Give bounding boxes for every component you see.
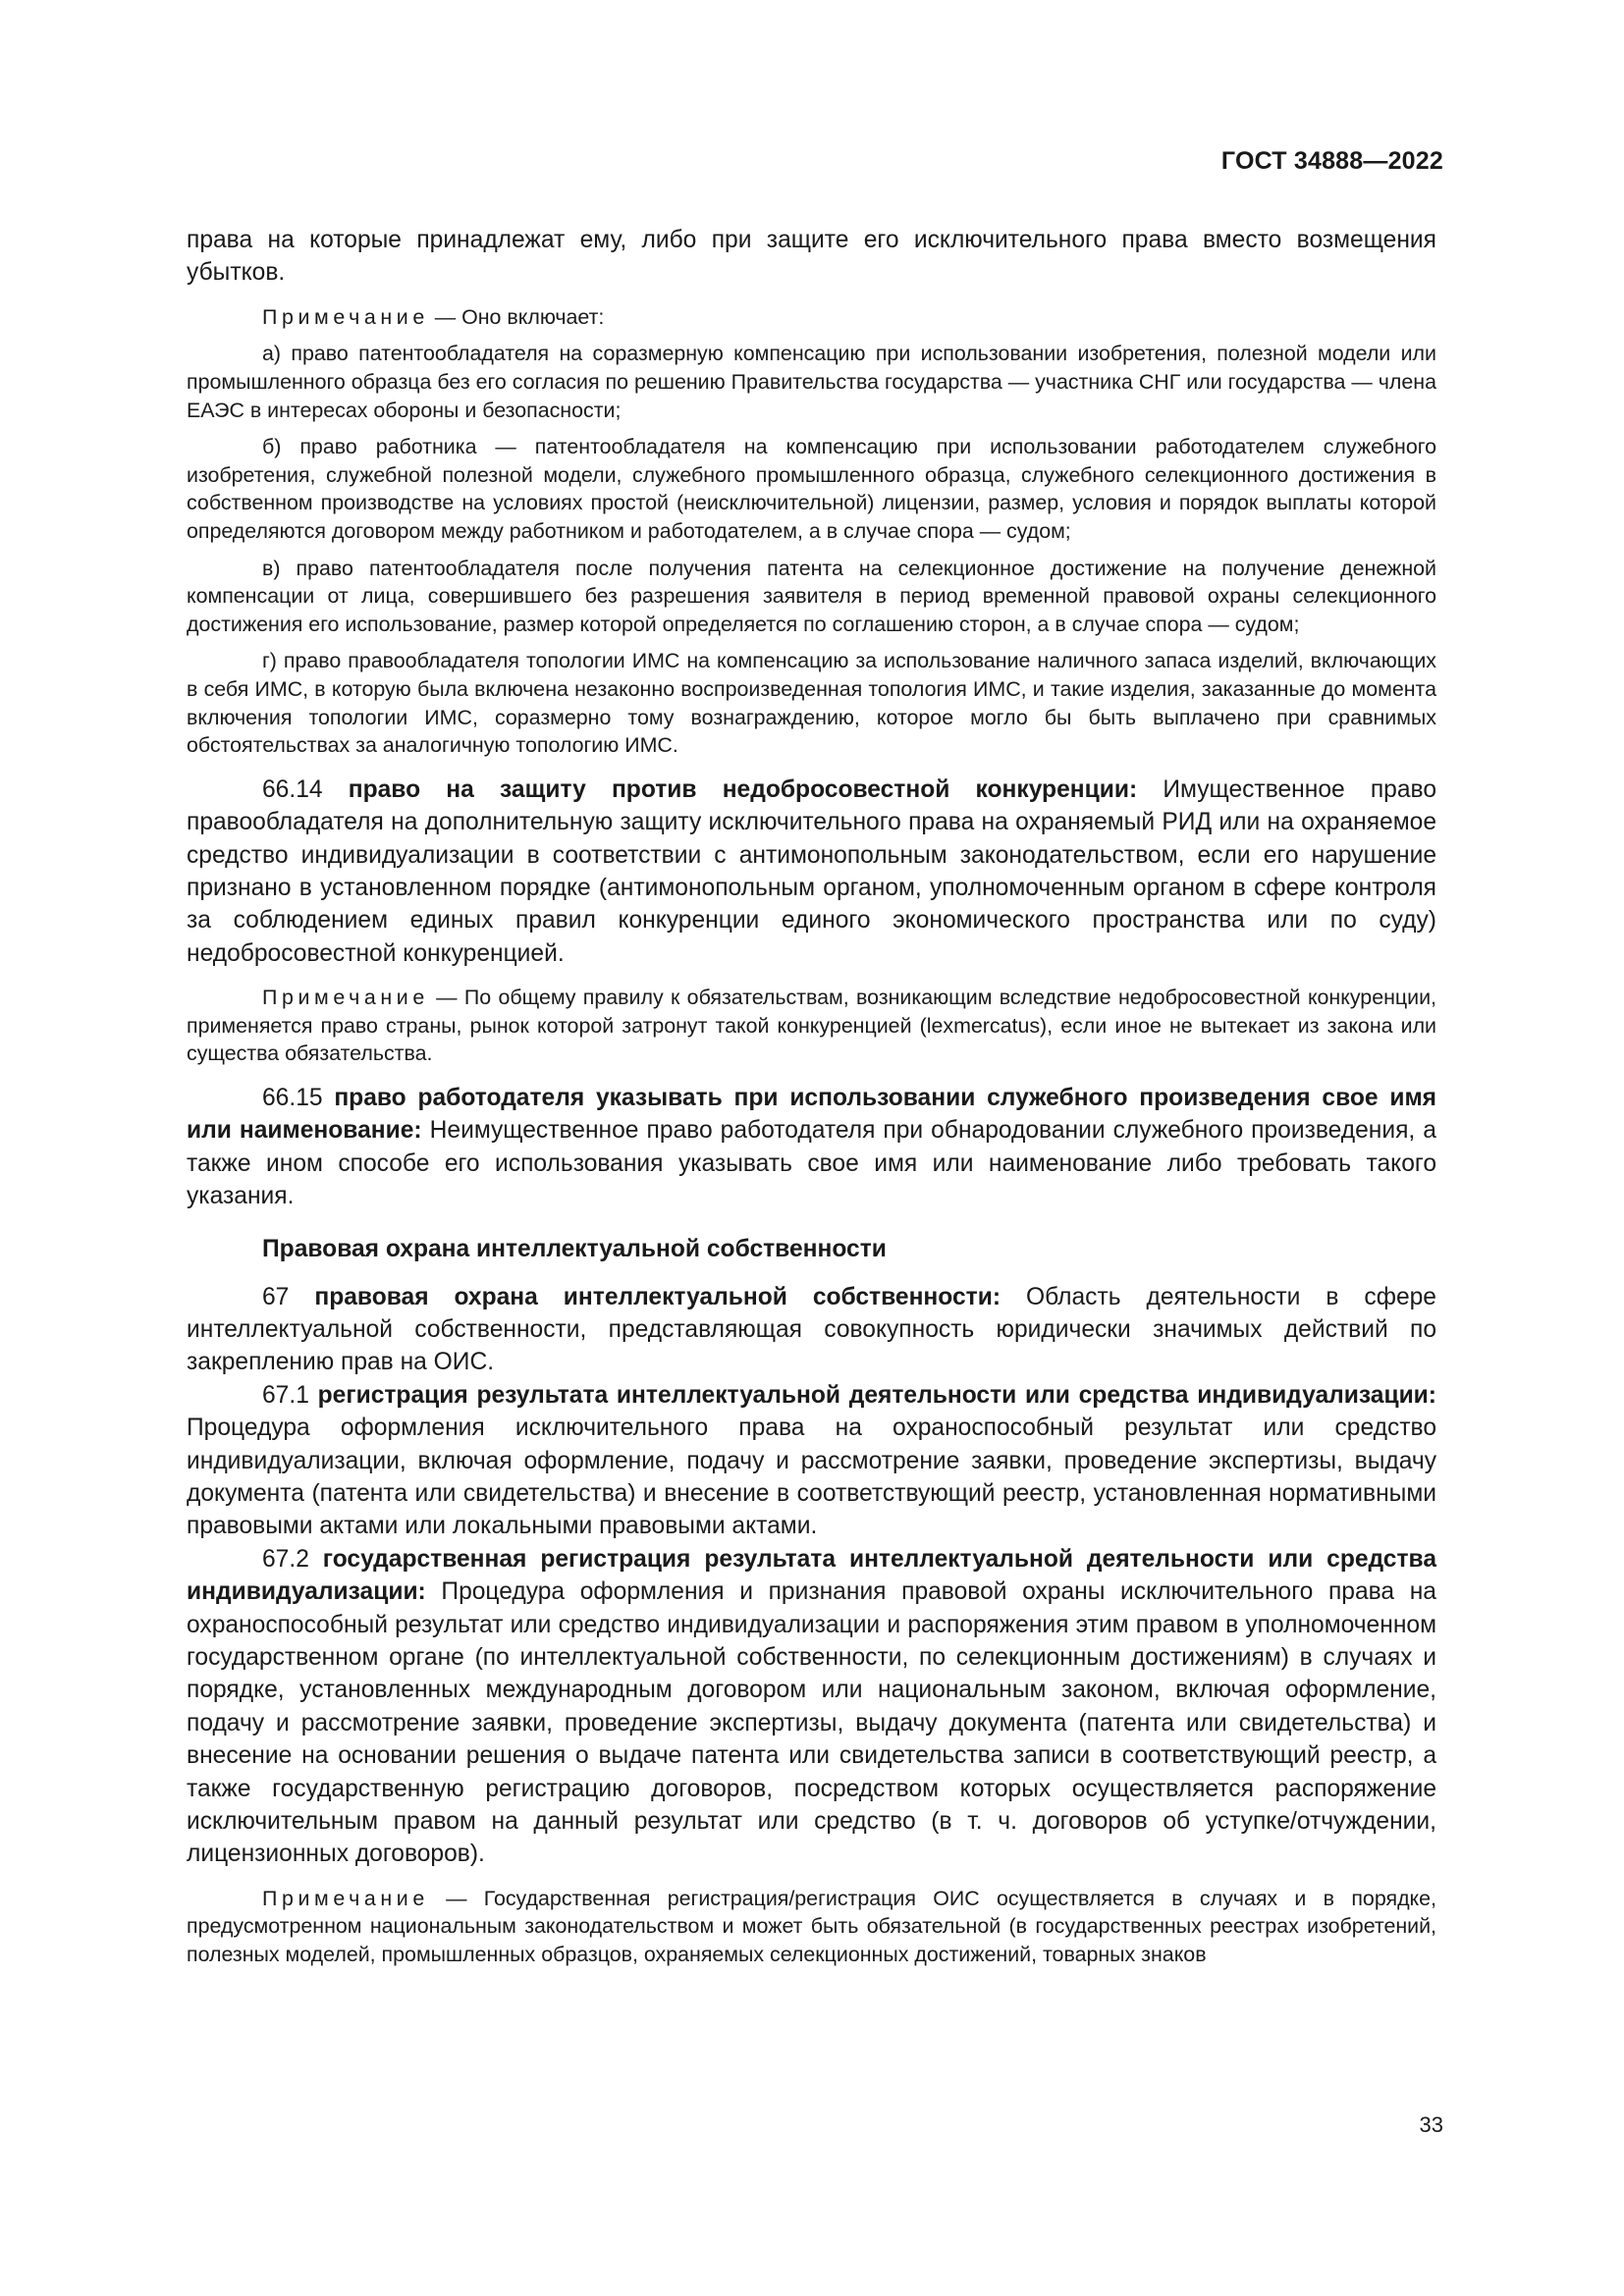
term-number: 66.15: [262, 1084, 335, 1111]
section-heading: Правовая охрана интеллектуальной собственности: [262, 1235, 887, 1262]
term-number: 67: [262, 1283, 315, 1310]
note-3-text: — Государственная регистрация/регистрация ОИС осуществляется в случаях и в порядке, предусмотренном национальным законодательством и может быть обязательной (в государственных реестрах изобретений, полезных моделей, промышленных образцов, охраняемых селекционных достижений, товарных знаков: [187, 1886, 1436, 1967]
note-1-intro: [187, 303, 1436, 332]
term-definition: Неимущественное право работодателя при обнародовании служебного произведения, а также ином способе его использования указывать свое имя или наименование либо требовать такого указания.: [187, 1117, 1436, 1210]
note-1-item-b: б) право работника — патентообладателя на компенсацию при использовании работодателем служебного изобретения, служебной полезной модели, служебного промышленного образца, служебного селекционного достижения в собственном производстве на условиях простой (неисключительной) лицензии, размер, условия и порядок выплаты которой определяются договором между работником и работодателем, а в случае спора — судом;: [187, 435, 1436, 543]
note-label: Примечание: [262, 986, 429, 1010]
note-3: [187, 1885, 1436, 1969]
page-content: [187, 224, 1436, 1969]
term-number: 67.2: [262, 1545, 323, 1573]
term-67-1: [187, 1379, 1436, 1543]
term-title: правовая охрана интеллектуальной собственности:: [314, 1283, 1001, 1310]
term-definition: Имущественное право правообладателя на дополнительную защиту исключительного права на охраняемый РИД или на охраняемое средство индивидуализации в соответствии с антимонопольным законодательством, если его нарушение признано в установленном порядке (антимонопольным органом, уполномоченным органом в сфере контроля за соблюдением единых правил конкуренции единого экономического пространства или по суду) недобросовестной конкуренцией.: [187, 775, 1436, 967]
continuation-paragraph: права на которые принадлежат ему, либо при защите его исключительного права вместо возмещения убытков.: [187, 227, 1436, 287]
note-1: [187, 303, 1436, 760]
note-label: Примечание: [262, 304, 429, 329]
note-2: [187, 984, 1436, 1068]
term-number: 67.1: [262, 1381, 318, 1409]
term-definition: Процедура оформления и признания правовой охраны исключительного права на охраноспособный результат или средство индивидуализации и распоряжения этим правом в уполномоченном государственном органе (по интеллектуальной собственности, по селекционным достижениям) в случаях и порядке, установленных международным договором или национальным законом, включая оформление, подачу и рассмотрение заявки, проведение экспертизы, выдачу документа (патента или свидетельства) и внесение на основании решения о выдаче патента или свидетельства записи в соответствующий реестр, а также государственную регистрацию договоров, посредством которых осуществляется распоряжение исключительным правом на данный результат или средство (в т. ч. договоров об уступке/отчуждении, лицензионных договоров).: [187, 1578, 1436, 1868]
note-2-text: — По общему правилу к обязательствам, возникающим вследствие недобросовестной конкуренции, применяется право страны, рынок которой затронут такой конкуренцией (lexmercatus), если иное не вытекает из закона или существа обязательства.: [187, 986, 1436, 1066]
term-title: регистрация результата интеллектуальной деятельности или средства индивидуализации:: [317, 1381, 1436, 1409]
note-label: Примечание: [262, 1886, 429, 1910]
term-definition: Процедура оформления исключительного права на охраноспособный результат или средство индивидуализации, включая оформление, подачу и рассмотрение заявки, проведение экспертизы, выдачу документа (патента или свидетельства) и внесение в соответствующий реестр, установленная нормативными правовыми актами или локальными правовыми актами.: [187, 1415, 1436, 1540]
note-1-item-g: г) право правообладателя топологии ИМС на компенсацию за использование наличного запаса изделий, включающих в себя ИМС, в которую была включена незаконно воспроизведенная топология ИМС, и такие изделия, заказанные до момента включения топологии ИМС, соразмерно тому вознаграждению, которое могло бы быть выплачено при сравнимых обстоятельствах за аналогичную топологию ИМС.: [187, 649, 1436, 758]
term-66-15: [187, 1082, 1436, 1213]
term-title: государственная регистрация результата интеллектуальной деятельности или средства индивидуализации:: [187, 1545, 1436, 1606]
note-1-item-v: в) право патентообладателя после получения патента на селекционное достижение на получение денежной компенсации от лица, совершившего без разрешения заявителя в период временной правовой охраны селекционного достижения его использование, размер которой определяется по соглашению сторон, а в случае спора — судом;: [187, 556, 1436, 636]
standard-id: ГОСТ 34888—2022: [1220, 147, 1443, 175]
term-title: право на защиту против недобросовестной конкуренции:: [348, 775, 1138, 803]
page-number: 33: [1419, 2112, 1443, 2137]
note-1-intro-text: — Оно включает:: [428, 304, 605, 329]
term-definition: Область деятельности в сфере интеллектуальной собственности, представляющая совокупность юридически значимых действий по закреплению прав на ОИС.: [187, 1283, 1436, 1376]
term-67-2: [187, 1543, 1436, 1871]
term-66-14: [187, 774, 1436, 970]
term-title: право работодателя указывать при использовании служебного произведения свое имя или наименование:: [187, 1084, 1436, 1145]
term-67: [187, 1281, 1436, 1379]
note-1-item-a: а) право патентообладателя на соразмерную компенсацию при использовании изобретения, полезной модели или промышленного образца без его согласия по решению Правительства государства — участника СНГ или государства — члена ЕАЭС в интересах обороны и безопасности;: [187, 342, 1436, 422]
term-number: 66.14: [262, 775, 349, 803]
